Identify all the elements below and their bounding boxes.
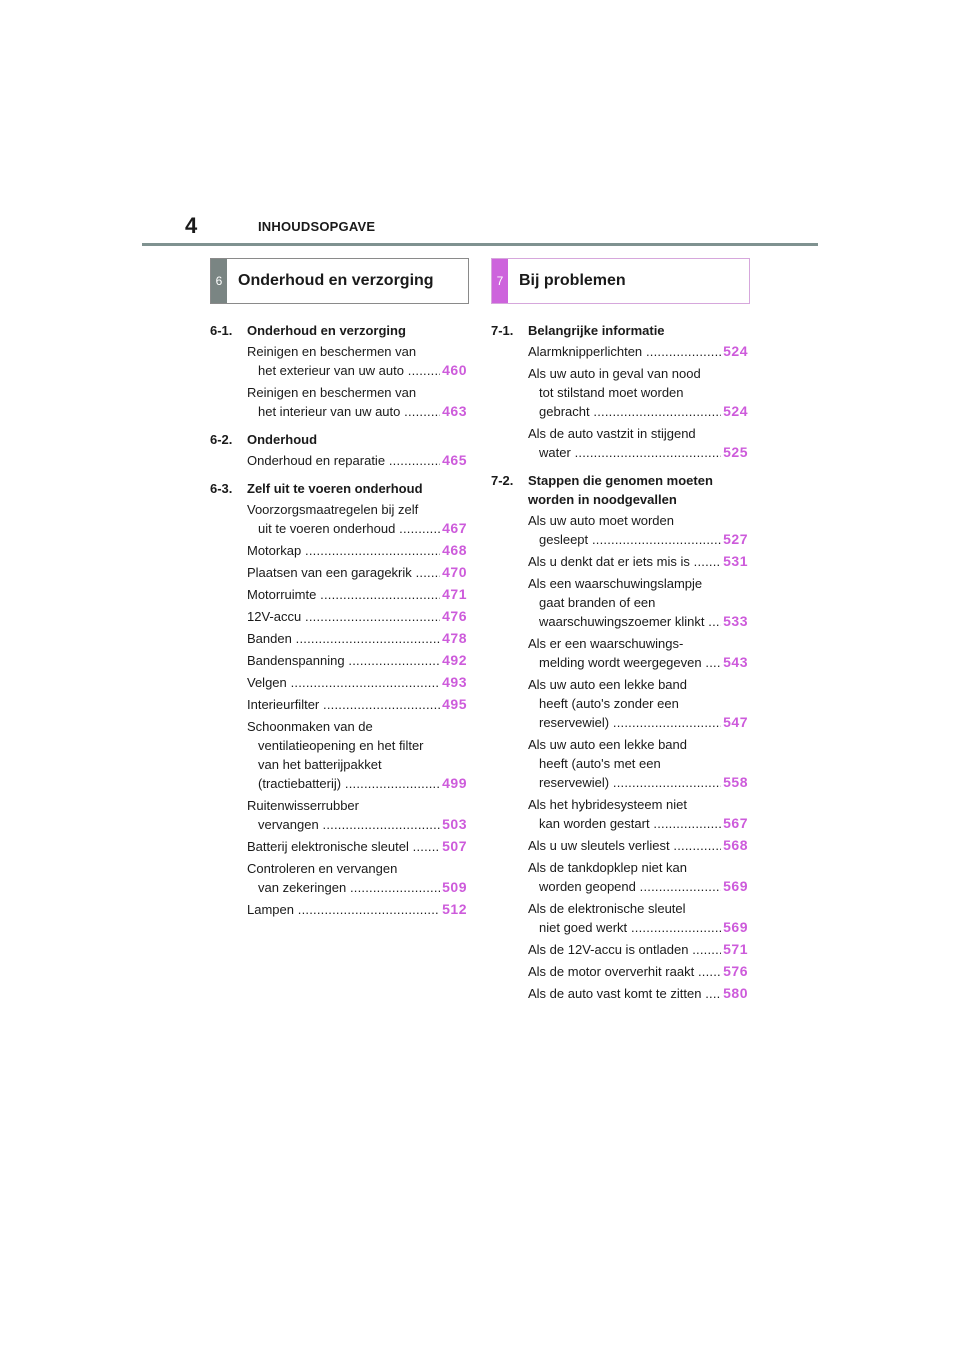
toc-page-number[interactable]: 547 [723, 714, 748, 730]
toc-entry[interactable] [247, 796, 467, 837]
header-rule [142, 243, 818, 246]
toc-entry-text: van zekeringen ..... [247, 878, 467, 897]
toc-group-heading [210, 478, 467, 500]
toc-column-section-6 [210, 320, 467, 927]
toc-entry[interactable] [528, 342, 748, 364]
toc-entry[interactable] [247, 585, 467, 607]
toc-entry-text: kan worden gestart ..... [528, 814, 748, 833]
toc-page-number[interactable]: 533 [723, 613, 748, 629]
toc-entry[interactable] [247, 383, 467, 424]
page-number: 4 [185, 213, 198, 238]
toc-entry-text: Controleren en vervangen [247, 861, 398, 876]
toc-page-number[interactable]: 531 [723, 553, 748, 569]
toc-page-number[interactable]: 476 [442, 608, 467, 624]
toc-entry-text: het exterieur van uw auto ..... [247, 361, 467, 380]
toc-entry-text: waarschuwingszoemer klinkt ..... [528, 612, 748, 631]
toc-entry-text: Batterij elektronische sleutel ..... [247, 837, 467, 856]
toc-page-number[interactable]: 470 [442, 564, 467, 580]
toc-entry-text: van het batterijpakket [258, 757, 382, 772]
toc-page-number[interactable]: 495 [442, 696, 467, 712]
toc-group [210, 429, 467, 473]
toc-entry[interactable] [247, 695, 467, 717]
toc-entry[interactable] [528, 552, 748, 574]
toc-entry[interactable] [528, 574, 748, 634]
toc-entry[interactable] [247, 342, 467, 383]
toc-entry-text: 12V-accu ..... [247, 607, 467, 626]
toc-entry-text: Plaatsen van een garagekrik ..... [247, 563, 467, 582]
toc-page-number[interactable]: 503 [442, 816, 467, 832]
toc-page-number[interactable]: 569 [723, 878, 748, 894]
toc-entry[interactable] [247, 651, 467, 673]
toc-entry[interactable] [528, 675, 748, 735]
toc-page-number[interactable]: 580 [723, 985, 748, 1001]
toc-entry-text: reservewiel) ..... [528, 713, 748, 732]
toc-group-number: 7-1. [491, 323, 514, 338]
toc-page-number[interactable]: 571 [723, 941, 748, 957]
toc-page-number[interactable]: 527 [723, 531, 748, 547]
toc-group-title: Stappen die genomen moeten worden in noodgevallen [528, 473, 713, 507]
toc-page-number[interactable]: 525 [723, 444, 748, 460]
toc-group-number: 6-1. [210, 323, 233, 338]
toc-entry[interactable] [247, 541, 467, 563]
toc-group-title: Belangrijke informatie [528, 323, 665, 338]
toc-group-heading [210, 429, 467, 451]
toc-group-number: 6-3. [210, 481, 233, 496]
toc-entry[interactable] [528, 634, 748, 675]
toc-entry-text: Velgen ..... [247, 673, 467, 692]
toc-page-number[interactable]: 558 [723, 774, 748, 790]
toc-page-number[interactable]: 468 [442, 542, 467, 558]
toc-entry-text: ventilatieopening en het filter [258, 738, 424, 753]
toc-page-number[interactable]: 463 [442, 403, 467, 419]
toc-entry-text: uit te voeren onderhoud ..... [247, 519, 467, 538]
toc-entry[interactable] [528, 836, 748, 858]
toc-entry-text: tot stilstand moet worden [539, 385, 684, 400]
toc-entry[interactable] [247, 837, 467, 859]
toc-entry-text: Onderhoud en reparatie ..... [247, 451, 467, 470]
toc-entry-text: Als de auto vastzit in stijgend [528, 426, 696, 441]
toc-entry[interactable] [247, 673, 467, 695]
toc-entry-text: reservewiel) ..... [528, 773, 748, 792]
toc-entry[interactable] [247, 629, 467, 651]
toc-entry[interactable] [247, 859, 467, 900]
toc-page-number[interactable]: 460 [442, 362, 467, 378]
toc-entry-text: vervangen ..... [247, 815, 467, 834]
toc-entry-text: melding wordt weergegeven ..... [528, 653, 748, 672]
toc-entry[interactable] [528, 984, 748, 1006]
toc-page-number[interactable]: 507 [442, 838, 467, 854]
toc-entry[interactable] [528, 424, 748, 465]
toc-entry-text: Als de motor oververhit raakt ..... [528, 962, 748, 981]
section-number: 7 [492, 259, 508, 303]
toc-entry-text: Alarmknipperlichten ..... [528, 342, 748, 361]
toc-entry-text: Als uw auto in geval van nood [528, 366, 701, 381]
toc-entry[interactable] [247, 717, 467, 796]
toc-group [491, 470, 748, 1006]
toc-page-number[interactable]: 524 [723, 343, 748, 359]
toc-entry-text: Motorruimte ..... [247, 585, 467, 604]
toc-group-title: Onderhoud en verzorging [247, 323, 406, 338]
toc-entry[interactable] [528, 511, 748, 552]
section-tab-7 [491, 258, 750, 304]
toc-page-number[interactable]: 471 [442, 586, 467, 602]
section-number: 6 [211, 259, 227, 303]
toc-group-number: 6-2. [210, 432, 233, 447]
toc-entry[interactable] [528, 962, 748, 984]
section-title: Bij problemen [519, 272, 626, 289]
toc-entry-text: Lampen ..... [247, 900, 467, 919]
toc-page-number[interactable]: 499 [442, 775, 467, 791]
toc-entry-text: Als er een waarschuwings- [528, 636, 684, 651]
toc-entry-text: het interieur van uw auto ..... [247, 402, 467, 421]
toc-group-heading [491, 470, 748, 511]
toc-page-number[interactable]: 492 [442, 652, 467, 668]
toc-entry-text: heeft (auto's zonder een [539, 696, 679, 711]
toc-entry-text: Motorkap ..... [247, 541, 467, 560]
toc-entry-text: Als de elektronische sleutel [528, 901, 686, 916]
toc-entry[interactable] [528, 899, 748, 940]
toc-entry-text: Als de 12V-accu is ontladen ..... [528, 940, 748, 959]
toc-entry-text: Banden ..... [247, 629, 467, 648]
toc-entry-text: gesleept ..... [528, 530, 748, 549]
toc-entry-text: heeft (auto's met een [539, 756, 661, 771]
toc-group [491, 320, 748, 465]
toc-page-number[interactable]: 569 [723, 919, 748, 935]
toc-group-title: Onderhoud [247, 432, 318, 447]
toc-entry[interactable] [247, 563, 467, 585]
toc-entry-text: Als uw auto een lekke band [528, 677, 687, 692]
toc-entry-text: Als u uw sleutels verliest ..... [528, 836, 748, 855]
toc-entry-text: Schoonmaken van de [247, 719, 373, 734]
toc-entry[interactable] [528, 364, 748, 424]
toc-page-number[interactable]: 493 [442, 674, 467, 690]
toc-entry-text: Als het hybridesysteem niet [528, 797, 687, 812]
toc-group-heading [491, 320, 748, 342]
section-tab-6 [210, 258, 469, 304]
toc-entry-text: Interieurfilter ..... [247, 695, 467, 714]
toc-entry-text: water ..... [528, 443, 748, 462]
toc-entry[interactable] [247, 500, 467, 541]
toc-group [210, 320, 467, 424]
toc-entry[interactable] [247, 607, 467, 629]
toc-page-number[interactable]: 478 [442, 630, 467, 646]
toc-entry-text: worden geopend ..... [528, 877, 748, 896]
toc-entry-text: Bandenspanning ..... [247, 651, 467, 670]
toc-entry[interactable] [528, 735, 748, 795]
toc-entry-text: Reinigen en beschermen van [247, 385, 417, 400]
toc-group-title: Zelf uit te voeren onderhoud [247, 481, 423, 496]
running-title: INHOUDSOPGAVE [258, 219, 376, 234]
toc-group [210, 478, 467, 922]
toc-page-number[interactable]: 568 [723, 837, 748, 853]
toc-entry-text: niet goed werkt ..... [528, 918, 748, 937]
toc-entry-text: Als uw auto moet worden [528, 513, 674, 528]
toc-page-number[interactable]: 524 [723, 403, 748, 419]
toc-entry[interactable] [528, 858, 748, 899]
toc-page-number[interactable]: 465 [442, 452, 467, 468]
toc-entry-text: gaat branden of een [539, 595, 656, 610]
toc-entry-text: Reinigen en beschermen van [247, 344, 417, 359]
toc-entry[interactable] [247, 900, 467, 922]
toc-entry-text: gebracht ..... [528, 402, 748, 421]
toc-entry-text: Ruitenwisserrubber [247, 798, 359, 813]
toc-entry[interactable] [528, 940, 748, 962]
toc-entry[interactable] [528, 795, 748, 836]
toc-page-number[interactable]: 467 [442, 520, 467, 536]
toc-entry-text: Voorzorgsmaatregelen bij zelf [247, 502, 419, 517]
toc-entry-text: Als de auto vast komt te zitten ..... [528, 984, 748, 1003]
toc-entry[interactable] [247, 451, 467, 473]
toc-group-number: 7-2. [491, 473, 514, 488]
toc-entry-text: Als de tankdopklep niet kan [528, 860, 687, 875]
toc-entry-text: Als uw auto een lekke band [528, 737, 687, 752]
toc-entry-text: (tractiebatterij) ..... [247, 774, 467, 793]
toc-page-number[interactable]: 576 [723, 963, 748, 979]
toc-group-heading [210, 320, 467, 342]
section-title: Onderhoud en verzorging [238, 272, 434, 289]
toc-page-number[interactable]: 509 [442, 879, 467, 895]
toc-page-number[interactable]: 543 [723, 654, 748, 670]
toc-page-number[interactable]: 567 [723, 815, 748, 831]
toc-page-number[interactable]: 512 [442, 901, 467, 917]
toc-column-section-7 [491, 320, 748, 1011]
toc-entry-text: Als een waarschuwingslampje [528, 576, 703, 591]
toc-entry-text: Als u denkt dat er iets mis is ..... [528, 552, 748, 571]
